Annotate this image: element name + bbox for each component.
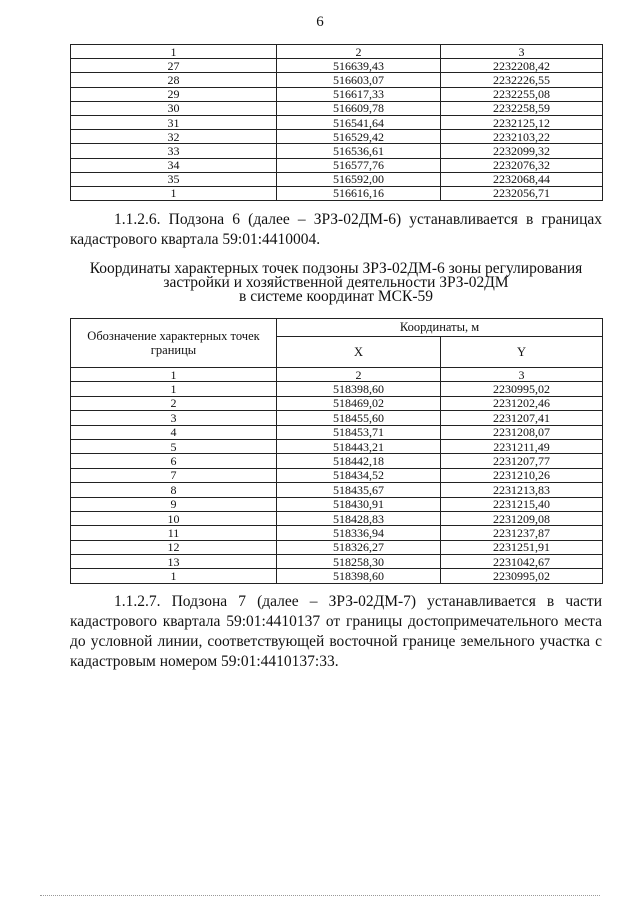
table1-col-number: 1: [71, 45, 277, 59]
x-column-header: X: [277, 337, 441, 368]
table2-row: [71, 454, 603, 468]
point-number-cell: 10: [71, 511, 277, 525]
x-coordinate-cell: 516603,07: [277, 73, 441, 87]
y-coordinate-cell: 2232068,44: [441, 172, 603, 186]
y-coordinate-cell: 2231211,49: [441, 439, 603, 453]
x-coordinate-cell: 516536,61: [277, 144, 441, 158]
x-coordinate-cell: 516609,78: [277, 101, 441, 115]
point-number-cell: 3: [71, 411, 277, 425]
point-number-cell: 31: [71, 115, 277, 129]
table1-row: [71, 158, 603, 172]
table2-row: [71, 468, 603, 482]
x-coordinate-cell: 518398,60: [277, 382, 441, 396]
subzone-6-paragraph: 1.1.2.6. Подзона 6 (далее – ЗРЗ-02ДМ-6) устанавливается в границах кадастрового квартала 59:01:4410004.: [70, 211, 602, 248]
page-number: 6: [316, 14, 324, 30]
table1-row: [71, 73, 603, 87]
coordinates-table-continued: [70, 44, 603, 201]
table2-row: [71, 497, 603, 511]
table-caption: [70, 262, 602, 304]
y-coordinate-cell: 2232226,55: [441, 73, 603, 87]
y-coordinate-cell: 2232103,22: [441, 130, 603, 144]
table1-numbering-row: [71, 45, 603, 59]
y-coordinate-cell: 2232208,42: [441, 59, 603, 73]
point-number-cell: 33: [71, 144, 277, 158]
table2-row: [71, 569, 603, 583]
y-coordinate-cell: 2232076,32: [441, 158, 603, 172]
table2-col-number: 3: [441, 368, 603, 382]
page-bottom-divider: [40, 895, 600, 896]
table2-row: [71, 526, 603, 540]
y-coordinate-cell: 2231209,08: [441, 511, 603, 525]
table1-col-number: 2: [277, 45, 441, 59]
table1-row: [71, 59, 603, 73]
table2-col-number: 1: [71, 368, 277, 382]
point-number-cell: 32: [71, 130, 277, 144]
point-number-cell: 28: [71, 73, 277, 87]
point-number-cell: 1: [71, 382, 277, 396]
y-coordinate-cell: 2231207,41: [441, 411, 603, 425]
point-number-cell: 13: [71, 555, 277, 569]
y-coordinate-cell: 2231208,07: [441, 425, 603, 439]
table1-row: [71, 172, 603, 186]
y-coordinate-cell: 2231042,67: [441, 555, 603, 569]
y-coordinate-cell: 2230995,02: [441, 382, 603, 396]
subzone-7-paragraph: 1.1.2.7. Подзона 7 (далее – ЗРЗ-02ДМ-7) устанавливается в части кадастрового квартала 59:01:4410137 от границы достопримечательного места до условной линии, соответствующей восточной границе земельного участка с кадастровым номером 59:01:4410137:33.: [70, 593, 602, 670]
point-number-cell: 9: [71, 497, 277, 511]
table1-row: [71, 186, 603, 200]
point-number-cell: 1: [71, 186, 277, 200]
table2-row: [71, 511, 603, 525]
x-coordinate-cell: 518443,21: [277, 439, 441, 453]
y-coordinate-cell: 2231207,77: [441, 454, 603, 468]
table2-body: [71, 368, 603, 584]
table2-row: [71, 540, 603, 554]
table2-row: [71, 382, 603, 396]
table2-row: [71, 439, 603, 453]
y-coordinate-cell: 2232125,12: [441, 115, 603, 129]
table1-row: [71, 115, 603, 129]
point-number-cell: 5: [71, 439, 277, 453]
point-number-cell: 11: [71, 526, 277, 540]
table2-numbering-row: [71, 368, 603, 382]
x-coordinate-cell: 518258,30: [277, 555, 441, 569]
x-coordinate-cell: 518455,60: [277, 411, 441, 425]
y-column-header: Y: [441, 337, 603, 368]
caption-line: застройки и хозяйственной деятельности ЗРЗ-02ДМ: [163, 274, 509, 291]
y-coordinate-cell: 2232056,71: [441, 186, 603, 200]
point-number-cell: 7: [71, 468, 277, 482]
subzone-6-coordinates-table: [70, 318, 603, 584]
table1-row: [71, 101, 603, 115]
y-coordinate-cell: 2231251,91: [441, 540, 603, 554]
table2-row: [71, 483, 603, 497]
table2-row: [71, 411, 603, 425]
y-coordinate-cell: 2231210,26: [441, 468, 603, 482]
point-number-cell: 8: [71, 483, 277, 497]
y-coordinate-cell: 2231213,83: [441, 483, 603, 497]
x-coordinate-cell: 518336,94: [277, 526, 441, 540]
x-coordinate-cell: 518442,18: [277, 454, 441, 468]
y-coordinate-cell: 2232255,08: [441, 87, 603, 101]
table2-row: [71, 555, 603, 569]
x-coordinate-cell: 518453,71: [277, 425, 441, 439]
point-number-cell: 27: [71, 59, 277, 73]
table2-col-number: 2: [277, 368, 441, 382]
point-number-cell: 12: [71, 540, 277, 554]
x-coordinate-cell: 516577,76: [277, 158, 441, 172]
y-coordinate-cell: 2231215,40: [441, 497, 603, 511]
x-coordinate-cell: 516529,42: [277, 130, 441, 144]
x-coordinate-cell: 516639,43: [277, 59, 441, 73]
coordinates-header: Координаты, м: [277, 319, 603, 337]
x-coordinate-cell: 516616,16: [277, 186, 441, 200]
point-number-cell: 35: [71, 172, 277, 186]
point-number-cell: 4: [71, 425, 277, 439]
point-number-cell: 29: [71, 87, 277, 101]
table2-row: [71, 396, 603, 410]
y-coordinate-cell: 2232258,59: [441, 101, 603, 115]
x-coordinate-cell: 518434,52: [277, 468, 441, 482]
y-coordinate-cell: 2232099,32: [441, 144, 603, 158]
table2-row: [71, 425, 603, 439]
x-coordinate-cell: 518469,02: [277, 396, 441, 410]
table1-row: [71, 87, 603, 101]
x-coordinate-cell: 518428,83: [277, 511, 441, 525]
x-coordinate-cell: 518326,27: [277, 540, 441, 554]
x-coordinate-cell: 518398,60: [277, 569, 441, 583]
point-number-cell: 1: [71, 569, 277, 583]
point-number-cell: 2: [71, 396, 277, 410]
y-coordinate-cell: 2231237,87: [441, 526, 603, 540]
point-number-cell: 30: [71, 101, 277, 115]
x-coordinate-cell: 518435,67: [277, 483, 441, 497]
caption-line: в системе координат МСК-59: [239, 288, 433, 305]
point-number-cell: 34: [71, 158, 277, 172]
y-coordinate-cell: 2230995,02: [441, 569, 603, 583]
table1-row: [71, 144, 603, 158]
y-coordinate-cell: 2231202,46: [441, 396, 603, 410]
x-coordinate-cell: 516592,00: [277, 172, 441, 186]
x-coordinate-cell: 516541,64: [277, 115, 441, 129]
table1-row: [71, 130, 603, 144]
x-coordinate-cell: 516617,33: [277, 87, 441, 101]
table2-header-row: [71, 319, 603, 337]
x-coordinate-cell: 518430,91: [277, 497, 441, 511]
table1-body: [71, 45, 603, 201]
table1-col-number: 3: [441, 45, 603, 59]
caption-line: Координаты характерных точек подзоны ЗРЗ-02ДМ-6 зоны регулирования: [89, 260, 583, 277]
point-designation-header: Обозначение характерных точек границы: [71, 319, 277, 368]
point-number-cell: 6: [71, 454, 277, 468]
